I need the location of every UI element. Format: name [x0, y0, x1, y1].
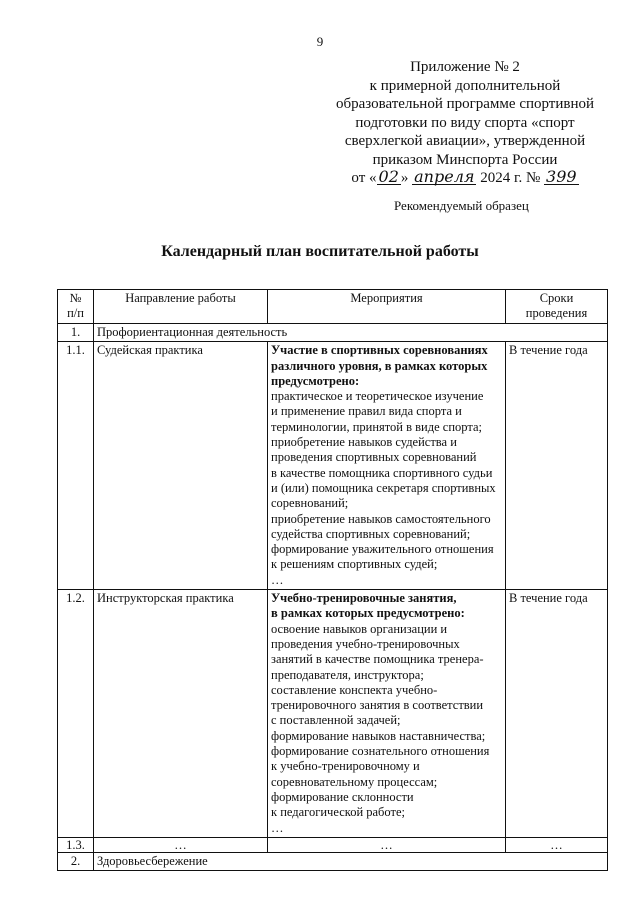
- header-num-line: п/п: [67, 306, 84, 321]
- activity-line: в качестве помощника спортивного судьи: [271, 465, 493, 480]
- row-activities: …: [268, 837, 506, 852]
- activity-line: приобретение навыков самостоятельного: [271, 511, 491, 526]
- activity-line: …: [271, 820, 284, 835]
- table-header-row: [58, 290, 608, 324]
- section-row: [58, 324, 608, 342]
- activity-line: к решениям спортивных судей;: [271, 557, 438, 572]
- row-num: 1.2.: [58, 590, 94, 838]
- header-direction: Направление работы: [94, 290, 268, 324]
- row-direction: Инструкторская практика: [94, 590, 268, 838]
- page-number: 9: [316, 34, 324, 49]
- activity-line: преподавателя, инструктора;: [271, 667, 424, 682]
- header-activities: Мероприятия: [268, 290, 506, 324]
- activity-line: с поставленной задачей;: [271, 713, 401, 728]
- row-num: 1.1.: [58, 342, 94, 590]
- activity-line: проведения учебно-тренировочных: [271, 636, 460, 651]
- table-row: [58, 837, 608, 852]
- header-terms-line: Сроки: [539, 291, 574, 305]
- activity-line: практическое и теоретическое изучение: [271, 389, 484, 404]
- appendix-line: приказом Минспорта России: [372, 151, 558, 168]
- activity-line: составление конспекта учебно-: [271, 682, 438, 697]
- appendix-header: [330, 58, 600, 188]
- document-title: Календарный план воспитательной работы: [161, 243, 479, 260]
- order-month-handwritten: апреля: [414, 167, 475, 186]
- table-row: [58, 590, 608, 838]
- activity-line: формирование уважительного отношения: [271, 542, 494, 557]
- row-term: В течение года: [506, 590, 608, 838]
- order-year: 2024 г. №: [480, 170, 541, 186]
- activity-line: тренировочного занятия в соответствии: [271, 698, 484, 713]
- appendix-line: образовательной программе спортивной: [335, 96, 595, 112]
- section-num: 1.: [58, 324, 94, 342]
- activity-line: к педагогической работе;: [271, 805, 405, 820]
- section-title: Здоровьесбережение: [94, 852, 608, 870]
- activity-line: терминологии, принятой в виде спорта;: [271, 419, 482, 434]
- activity-line: соревнований;: [271, 496, 349, 511]
- order-date-line: [330, 169, 600, 188]
- activity-line: соревновательному процессам;: [271, 774, 438, 789]
- activity-line: формирование склонности: [271, 789, 414, 804]
- row-activities: [268, 590, 506, 838]
- calendar-plan-table: [57, 289, 608, 871]
- activity-line: и применение правил вида спорта и: [271, 404, 462, 419]
- header-num: [58, 290, 94, 324]
- activity-heading-line: в рамках которых предусмотрено:: [271, 606, 465, 621]
- table-row: [58, 342, 608, 590]
- section-row: [58, 852, 608, 870]
- activity-line: судейства спортивных соревнований;: [271, 526, 471, 541]
- section-num: 2.: [58, 852, 94, 870]
- section-title: Профориентационная деятельность: [94, 324, 608, 342]
- activity-line: …: [271, 572, 284, 587]
- appendix-line: подготовки по виду спорта «спорт: [355, 114, 575, 131]
- row-direction: …: [94, 837, 268, 852]
- row-activities: [268, 342, 506, 590]
- recommended-label: Рекомендуемый образец: [394, 198, 529, 213]
- order-number-handwritten: 399: [546, 167, 577, 186]
- header-num-line: №: [69, 291, 82, 305]
- activity-line: формирование сознательного отношения: [271, 744, 490, 759]
- activity-line: к учебно-тренировочному и: [271, 759, 420, 774]
- activity-line: приобретение навыков судейства и: [271, 435, 457, 450]
- activity-heading-line: Участие в спортивных соревнованиях: [271, 343, 488, 358]
- activity-line: занятий в качестве помощника тренера-: [271, 652, 484, 667]
- activity-line: и (или) помощника секретаря спортивных: [271, 480, 496, 495]
- activity-heading-line: предусмотрено:: [271, 373, 360, 388]
- header-terms-line: проведения: [525, 306, 588, 321]
- order-mid: »: [400, 170, 409, 186]
- appendix-line: Приложение № 2: [410, 59, 520, 75]
- activity-line: формирование навыков наставничества;: [271, 728, 486, 743]
- order-prefix: от «: [351, 170, 377, 186]
- row-term: В течение года: [506, 342, 608, 590]
- activity-heading-line: различного уровня, в рамках которых: [271, 358, 488, 373]
- activity-heading-line: Учебно-тренировочные занятия,: [271, 591, 457, 606]
- row-direction: Судейская практика: [94, 342, 268, 590]
- header-terms: [506, 290, 608, 324]
- activity-line: проведения спортивных соревнований: [271, 450, 477, 465]
- order-day-handwritten: 02: [378, 167, 399, 186]
- row-term: …: [506, 837, 608, 852]
- appendix-line: сверхлегкой авиации», утвержденной: [344, 133, 586, 149]
- appendix-line: к примерной дополнительной: [369, 77, 561, 94]
- row-num: 1.3.: [58, 837, 94, 852]
- activity-line: освоение навыков организации и: [271, 621, 448, 636]
